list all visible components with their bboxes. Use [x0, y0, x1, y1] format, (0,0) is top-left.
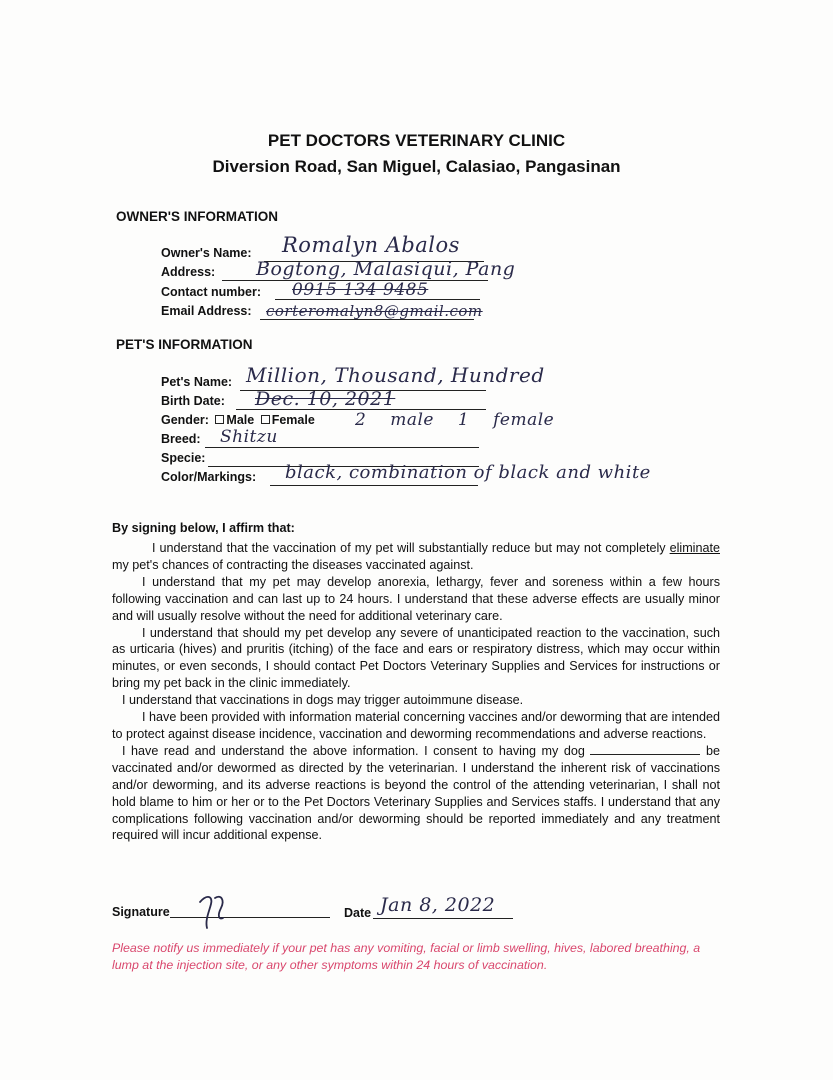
owner-section-title: OWNER'S INFORMATION: [116, 209, 278, 224]
gender-row: [161, 413, 315, 427]
affirm-p5: I have been provided with information material concerning vaccines and/or deworming that are intended to protect against disease incidence, vaccination and deworming recommendations and adverse reactions.: [112, 710, 720, 741]
color-value[interactable]: black, combination of black and white: [285, 462, 651, 483]
female-option-label: Female: [271, 413, 315, 427]
signature-label: Signature: [112, 905, 170, 919]
contact-value[interactable]: 0915 134 9485: [292, 280, 429, 300]
pet-name-value[interactable]: Million, Thousand, Hundred: [246, 363, 545, 387]
address-value[interactable]: Bogtong, Malasiqui, Pang: [256, 258, 516, 280]
owner-name-value[interactable]: Romalyn Abalos: [282, 233, 460, 257]
signature-mark: [195, 890, 235, 930]
affirm-p6: [112, 743, 720, 844]
dog-name-blank[interactable]: [590, 743, 700, 755]
affirm-p1: [112, 540, 720, 574]
contact-label: Contact number:: [161, 285, 261, 299]
gender-value[interactable]: 2 male 1 female: [355, 410, 555, 430]
affirm-p3: I understand that should my pet develop any severe of unanticipated reaction to the vaccination, such as urticaria (hives) and pruritis (itching) of the face and ears or respiratory distress, which may occur within minutes, or even seconds, I should contact Pet Doctors Veterinary Supplies and Services for instructions or bring my pet back in the clinic immediately.: [112, 625, 720, 691]
birth-date-label: Birth Date:: [161, 394, 225, 408]
birth-date-value[interactable]: Dec. 10, 2021: [255, 388, 396, 410]
email-label: Email Address:: [161, 304, 252, 318]
affirm-p1-b: my pet's chances of contracting the diseases vaccinated against.: [112, 557, 474, 572]
clinic-address: Diversion Road, San Miguel, Calasiao, Pangasinan: [212, 157, 621, 176]
pet-name-label: Pet's Name:: [161, 375, 233, 389]
male-option-label: Male: [226, 413, 255, 427]
owner-name-label: Owner's Name:: [161, 246, 252, 260]
date-value[interactable]: Jan 8, 2022: [380, 894, 496, 916]
clinic-name: PET DOCTORS VETERINARY CLINIC: [267, 131, 566, 150]
pet-section-title: PET'S INFORMATION: [116, 337, 253, 352]
breed-value[interactable]: Shitzu: [220, 427, 278, 447]
affirm-p1-a: I understand that the vaccination of my pet will substantially reduce but may not completely: [152, 541, 666, 555]
signature-line[interactable]: [170, 917, 330, 918]
breed-line: [205, 447, 479, 448]
address-label: Address:: [161, 265, 216, 279]
date-line: [373, 918, 513, 919]
affirm-p2: I understand that my pet may develop anorexia, lethargy, fever and soreness within a few hours following vaccination and can last up to 24 hours. I understand that these adverse effects are usually minor and will usually resolve without the need for additional veterinary care.: [112, 574, 720, 623]
gender-label: Gender:: [161, 413, 209, 427]
date-label: Date: [344, 906, 372, 920]
male-checkbox[interactable]: [215, 415, 224, 424]
affirm-p6-b: be vaccinated and/or dewormed as directed by the veterinarian. I understand the inherent risk of vaccinations and/or deworming, and its adverse reactions is beyond the control of the attending veterinarian, I shall not hold blame to him or her or to the Pet Doctors Veterinary Supplies and Services staffs. I understand that any complications following vaccination and/or deworming should be reported immediately and any treatment required will incur additional expense.: [112, 743, 720, 843]
affirm-p4: I understand that vaccinations in dogs may trigger autoimmune disease.: [122, 693, 524, 708]
email-value[interactable]: corteromalyn8@gmail.com: [266, 302, 483, 320]
female-checkbox[interactable]: [261, 415, 270, 424]
specie-label: Specie:: [161, 451, 206, 465]
color-line: [270, 485, 478, 486]
affirm-p1-underlined: eliminate: [669, 541, 720, 555]
affirm-p6-a: I have read and understand the above information. I consent to having my dog: [122, 743, 591, 758]
breed-label: Breed:: [161, 432, 201, 446]
affirmation-text: [112, 540, 720, 844]
color-label: Color/Markings:: [161, 470, 257, 484]
symptom-warning: Please notify us immediately if your pet has any vomiting, facial or limb swelling, hives, labored breathing, a lump at the injection site, or any other symptoms within 24 hours of vaccination.: [112, 941, 701, 972]
affirm-heading: By signing below, I affirm that:: [112, 521, 295, 535]
